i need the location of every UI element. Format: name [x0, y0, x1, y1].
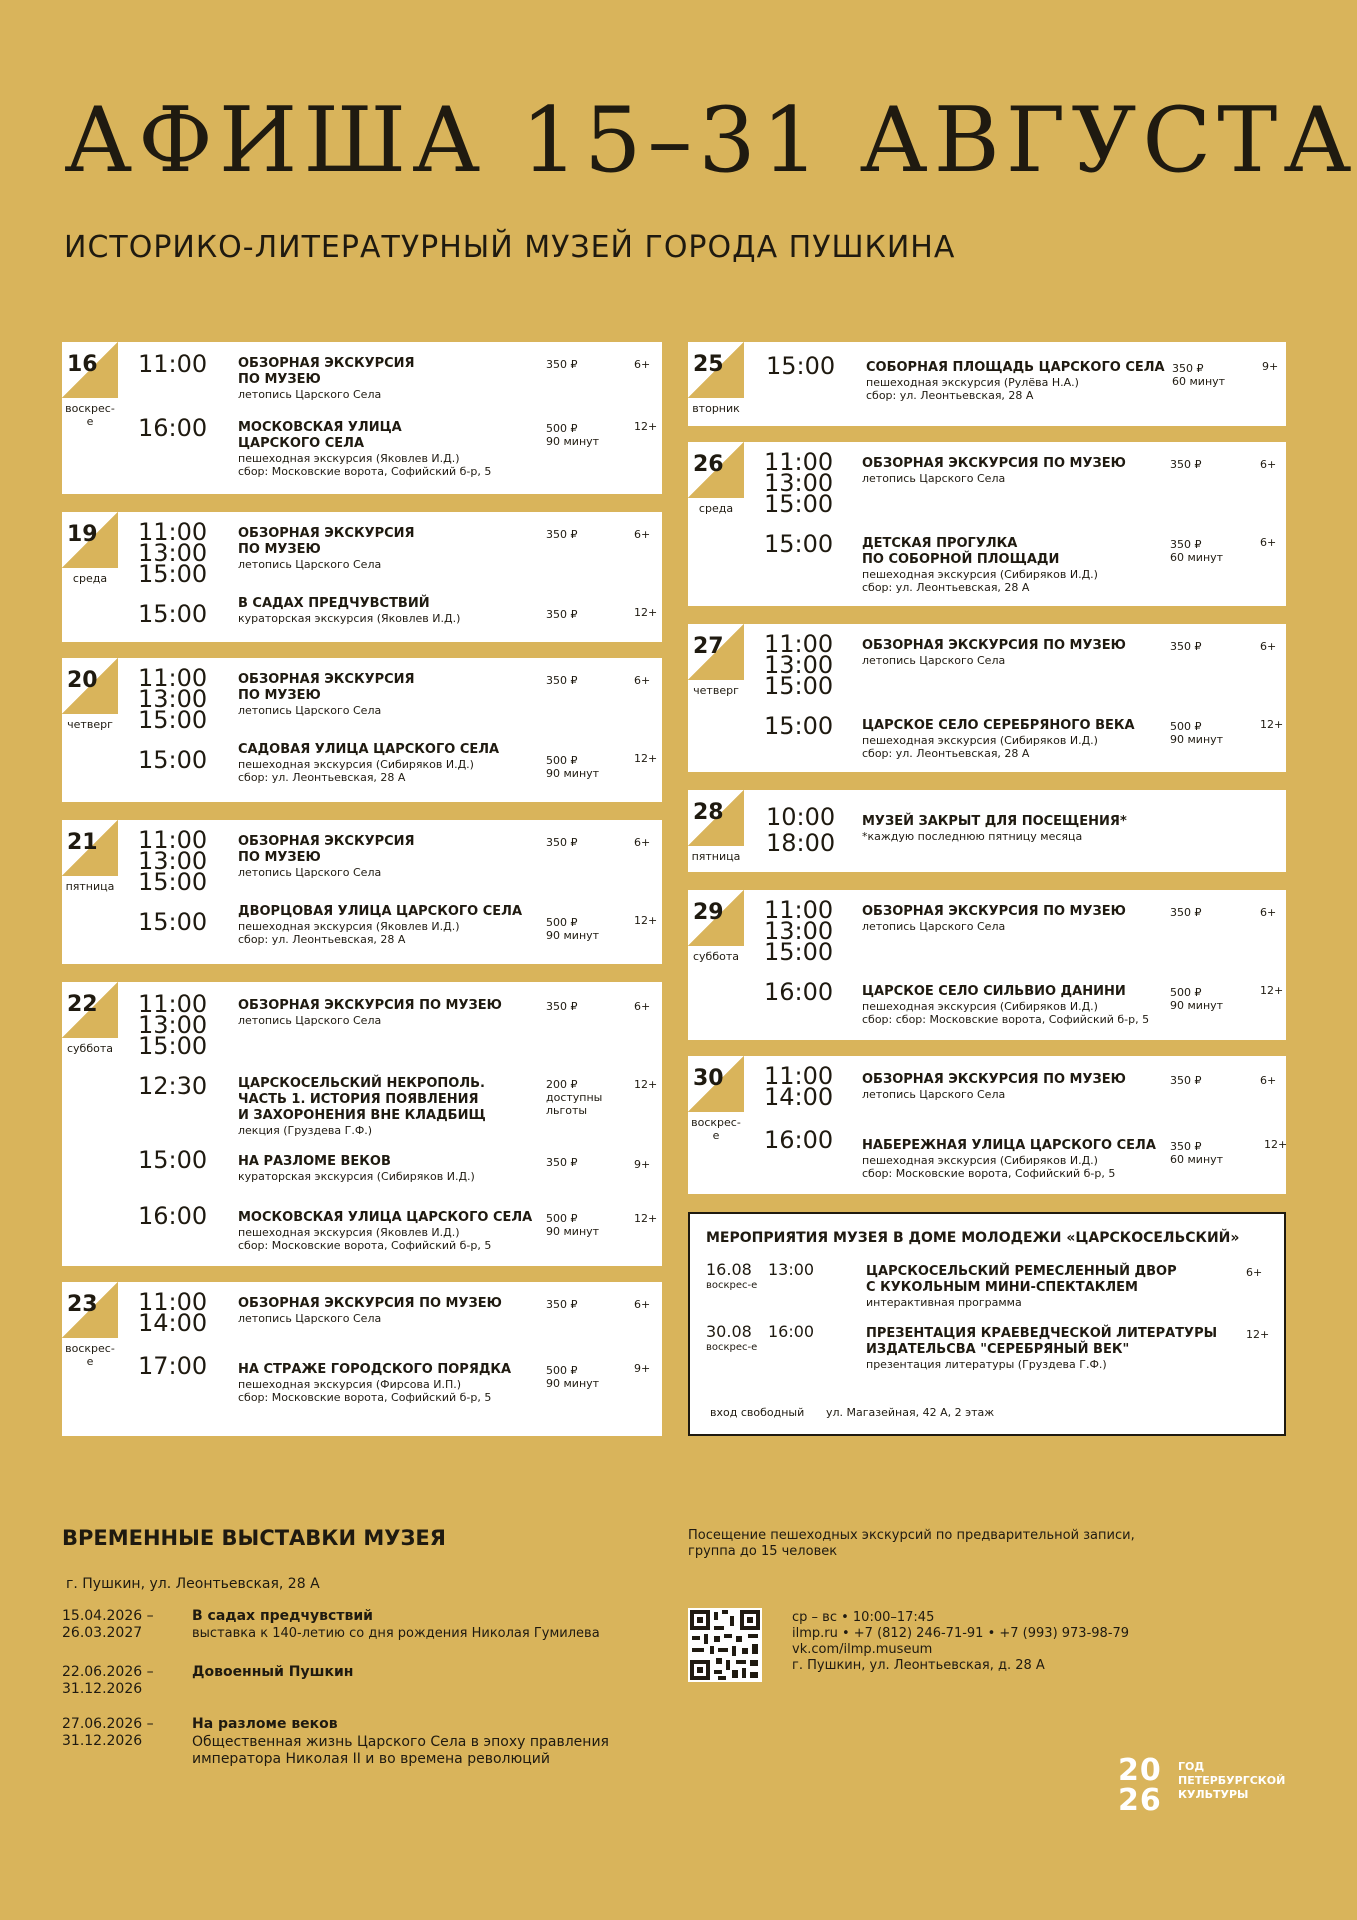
time: 16:00: [764, 978, 834, 1006]
day-card-19: [62, 512, 662, 642]
event-age: 6+: [634, 674, 651, 687]
event-details: летопись Царского Села: [862, 654, 1006, 667]
day-number: 23: [67, 1292, 98, 1317]
time: 15:00: [766, 352, 836, 380]
event-price: 350 ₽: [1170, 458, 1202, 471]
day-name: четверг: [693, 684, 739, 697]
day-number: 30: [693, 1066, 724, 1091]
event-price: 350 ₽: [546, 1000, 578, 1013]
event-age: 9+: [634, 1158, 651, 1171]
event: [238, 596, 460, 625]
event-price: 350 ₽: [546, 836, 578, 849]
event-name: НА РАЗЛОМЕ ВЕКОВ: [238, 1154, 391, 1169]
day-card-27: [688, 624, 1286, 772]
time: 11:00 13:00 15:00: [764, 896, 834, 966]
time: 11:00 14:00: [764, 1062, 834, 1111]
event-age: 6+: [634, 1298, 651, 1311]
time: 12:30: [138, 1072, 208, 1100]
event: [238, 1210, 532, 1252]
event-details: пешеходная экскурсия (Рулёва Н.А.) сбор: ул. Леонтьевская, 28 А: [866, 376, 1079, 402]
exhibition-dates: 22.06.2026 – 31.12.2026: [62, 1664, 154, 1697]
event-name: НА СТРАЖЕ ГОРОДСКОГО ПОРЯДКА: [238, 1362, 512, 1377]
logo-year-top: 20: [1118, 1753, 1162, 1788]
time: 11:00 13:00 15:00: [138, 826, 208, 896]
event: [862, 718, 1135, 760]
entry-note: вход свободный: [710, 1406, 805, 1419]
time: 11:00 13:00 15:00: [138, 990, 208, 1060]
event-name: ОБЗОРНАЯ ЭКСКУРСИЯ ПО МУЗЕЮ: [238, 672, 415, 703]
event-age: 12+: [634, 914, 658, 927]
day-card-30: [688, 1056, 1286, 1194]
event-price: 200 ₽ доступны льготы: [546, 1078, 603, 1117]
event-price: 350 ₽: [546, 1298, 578, 1311]
event-price: 350 ₽: [546, 528, 578, 541]
event-date: 16.08: [706, 1260, 752, 1279]
exhibition-description: Общественная жизнь Царского Села в эпоху правления императора Николая II и во времена революций: [192, 1734, 609, 1767]
event: [238, 904, 522, 946]
event-details: пешеходная экскурсия (Яковлев И.Д.) сбор: ул. Леонтьевская, 28 А: [238, 920, 460, 946]
event-details: летопись Царского Села: [238, 866, 382, 879]
time: 11:00 13:00 15:00: [764, 630, 834, 700]
youth-house-events: [688, 1212, 1286, 1436]
time: 10:00 18:00: [766, 803, 836, 857]
event-price: 500 ₽ 90 минут: [546, 1212, 600, 1238]
day-card-23: [62, 1282, 662, 1436]
event-price: 350 ₽: [1170, 1074, 1202, 1087]
event: [862, 1138, 1156, 1180]
qr-code-graphic: [688, 1608, 762, 1682]
event-details: пешеходная экскурсия (Яковлев И.Д.) сбор: Московские ворота, Софийский б-р, 5: [238, 1226, 492, 1252]
day-name: воскрес-е: [65, 1342, 115, 1368]
event-details: летопись Царского Села: [862, 920, 1006, 933]
event: [862, 456, 1126, 485]
event-details: кураторская экскурсия (Яковлев И.Д.): [238, 612, 461, 625]
event-age: 6+: [1260, 458, 1277, 471]
booking-note: Посещение пешеходных экскурсий по предварительной записи, группа до 15 человек: [688, 1528, 1135, 1559]
event-name: ОБЗОРНАЯ ЭКСКУРСИЯ ПО МУЗЕЮ: [862, 638, 1126, 653]
event: [866, 1264, 1177, 1309]
day-card-29: [688, 890, 1286, 1040]
day-name: среда: [698, 502, 734, 515]
event: [238, 998, 502, 1027]
day-name: четверг: [67, 718, 113, 731]
event-name: ЦАРСКОСЕЛЬСКИЙ РЕМЕСЛЕННЫЙ ДВОР С КУКОЛЬНЫМ МИНИ-СПЕКТАКЛЕМ: [866, 1264, 1177, 1295]
event: [866, 1326, 1217, 1371]
event-details: летопись Царского Села: [238, 388, 382, 401]
event-details: пешеходная экскурсия (Яковлев И.Д.) сбор: Московские ворота, Софийский б-р, 5: [238, 452, 492, 478]
time: 11:00 14:00: [138, 1288, 208, 1337]
day-number: 27: [693, 634, 724, 659]
event-age: 12+: [1264, 1138, 1288, 1151]
event: [862, 814, 1127, 843]
day-name: воскрес-е: [65, 402, 115, 428]
event-details: летопись Царского Села: [238, 1014, 382, 1027]
logo-year-bottom: 26: [1118, 1783, 1162, 1818]
contacts: ср – вс • 10:00–17:45 ilmp.ru • +7 (812) 246-71-91 • +7 (993) 973-98-79 vk.com/ilmp.museum г. Пушкин, ул. Леонтьевская, д. 28 А: [792, 1610, 1130, 1673]
day-name: пятница: [691, 850, 741, 863]
event-details: кураторская экскурсия (Сибиряков И.Д.): [238, 1170, 475, 1183]
exhibition-dates: 27.06.2026 – 31.12.2026: [62, 1716, 154, 1749]
qr-code-icon[interactable]: [688, 1608, 762, 1682]
event-details: пешеходная экскурсия (Сибиряков И.Д.) сбор: ул. Леонтьевская, 28 А: [238, 758, 474, 784]
day-number: 22: [67, 992, 98, 1017]
event-name: ОБЗОРНАЯ ЭКСКУРСИЯ ПО МУЗЕЮ: [238, 526, 415, 557]
event-price: 350 ₽: [1170, 906, 1202, 919]
time: 11:00 13:00 15:00: [138, 664, 208, 734]
time: 15:00: [138, 600, 208, 628]
day-number: 26: [693, 452, 724, 477]
event-price: 500 ₽ 90 минут: [1170, 720, 1224, 746]
logo-caption: ГОД ПЕТЕРБУРГСКОЙ КУЛЬТУРЫ: [1178, 1760, 1286, 1801]
event-day: воскрес-е: [706, 1280, 758, 1291]
day-name: суббота: [692, 950, 739, 963]
event: [238, 526, 415, 571]
day-card-22: [62, 982, 662, 1266]
event-name: ОБЗОРНАЯ ЭКСКУРСИЯ ПО МУЗЕЮ: [862, 1072, 1126, 1087]
event: [866, 360, 1165, 402]
event-age: 12+: [634, 1078, 658, 1091]
event: [238, 742, 499, 784]
time: 11:00 13:00 15:00: [764, 448, 834, 518]
time: 17:00: [138, 1352, 208, 1380]
event-details: пешеходная экскурсия (Фирсова И.П.) сбор: Московские ворота, Софийский б-р, 5: [238, 1378, 492, 1404]
year-of-culture-logo: [1118, 1753, 1288, 1820]
day-number: 16: [67, 352, 98, 377]
time: 16:00: [138, 1202, 208, 1230]
time: 15:00: [138, 1146, 208, 1174]
day-name: вторник: [692, 402, 740, 415]
exhibition-description: выставка к 140-летию со дня рождения Николая Гумилева: [192, 1626, 600, 1641]
event-name: ДВОРЦОВАЯ УЛИЦА ЦАРСКОГО СЕЛА: [238, 904, 523, 919]
event-age: 6+: [1260, 640, 1277, 653]
time: 15:00: [138, 746, 208, 774]
exhibition-name: Довоенный Пушкин: [192, 1664, 354, 1680]
event-name: ОБЗОРНАЯ ЭКСКУРСИЯ ПО МУЗЕЮ: [238, 1296, 502, 1311]
event-name: ОБЗОРНАЯ ЭКСКУРСИЯ ПО МУЗЕЮ: [238, 356, 415, 387]
page-subtitle: ИСТОРИКО-ЛИТЕРАТУРНЫЙ МУЗЕЙ ГОРОДА ПУШКИНА: [64, 230, 956, 265]
event-details: презентация литературы (Груздева Г.Ф.): [866, 1358, 1107, 1371]
event-details: летопись Царского Села: [238, 558, 382, 571]
day-name: суббота: [66, 1042, 113, 1055]
event-price: 500 ₽ 90 минут: [546, 754, 600, 780]
day-card-26: [688, 442, 1286, 606]
event-age: 12+: [1260, 718, 1284, 731]
event: [862, 904, 1126, 933]
event: [238, 1154, 475, 1183]
event-details: пешеходная экскурсия (Сибиряков И.Д.) сбор: сбор: Московские ворота, Софийский б-р, 5: [862, 1000, 1150, 1026]
event: [238, 672, 415, 717]
event-details: летопись Царского Села: [862, 472, 1006, 485]
event-name: МОСКОВСКАЯ УЛИЦА ЦАРСКОГО СЕЛА: [238, 1210, 533, 1225]
exhibitions-address: г. Пушкин, ул. Леонтьевская, 28 А: [66, 1576, 320, 1592]
event-name: НАБЕРЕЖНАЯ УЛИЦА ЦАРСКОГО СЕЛА: [862, 1138, 1156, 1153]
day-number: 29: [693, 900, 724, 925]
event-price: 500 ₽ 90 минут: [546, 422, 600, 448]
event: [238, 834, 415, 879]
exhibition-dates: 15.04.2026 – 26.03.2027: [62, 1608, 154, 1641]
event-age: 12+: [634, 420, 658, 433]
event-name: ОБЗОРНАЯ ЭКСКУРСИЯ ПО МУЗЕЮ: [238, 998, 502, 1013]
event-details: интерактивная программа: [866, 1296, 1022, 1309]
event-price: 500 ₽ 90 минут: [1170, 986, 1224, 1012]
event-age: 12+: [634, 606, 658, 619]
event-age: 12+: [1260, 984, 1284, 997]
event-time: 13:00: [768, 1260, 815, 1279]
event-name: МУЗЕЙ ЗАКРЫТ ДЛЯ ПОСЕЩЕНИЯ*: [862, 814, 1127, 829]
page-title: АФИША 15–31 АВГУСТА: [64, 88, 1357, 193]
event-name: ЦАРСКОСЕЛЬСКИЙ НЕКРОПОЛЬ. ЧАСТЬ 1. ИСТОРИЯ ПОЯВЛЕНИЯ И ЗАХОРОНЕНИЯ ВНЕ КЛАДБИЩ: [238, 1076, 486, 1123]
youth-house-title: МЕРОПРИЯТИЯ МУЗЕЯ В ДОМЕ МОЛОДЕЖИ «ЦАРСКОСЕЛЬСКИЙ»: [706, 1230, 1240, 1246]
event-details: пешеходная экскурсия (Сибиряков И.Д.) сбор: ул. Леонтьевская, 28 А: [862, 568, 1098, 594]
day-number: 19: [67, 522, 98, 547]
event-age: 6+: [634, 836, 651, 849]
event-price: 500 ₽ 90 минут: [546, 1364, 600, 1390]
exhibitions-title: ВРЕМЕННЫЕ ВЫСТАВКИ МУЗЕЯ: [62, 1526, 446, 1550]
event-price: 350 ₽ 60 минут: [1170, 538, 1224, 564]
event: [238, 1076, 486, 1137]
event-details: пешеходная экскурсия (Сибиряков И.Д.) сбор: ул. Леонтьевская, 28 А: [862, 734, 1098, 760]
time: 15:00: [764, 530, 834, 558]
event-price: 350 ₽: [546, 1156, 578, 1169]
event-day: воскрес-е: [706, 1342, 758, 1353]
event-age: 6+: [634, 1000, 651, 1013]
event-name: ДЕТСКАЯ ПРОГУЛКА ПО СОБОРНОЙ ПЛОЩАДИ: [862, 536, 1060, 567]
event-age: 12+: [1246, 1328, 1270, 1341]
event-age: 6+: [634, 528, 651, 541]
day-name: пятница: [65, 880, 115, 893]
event-details: летопись Царского Села: [238, 1312, 382, 1325]
event-price: 350 ₽: [546, 674, 578, 687]
event-details: летопись Царского Села: [862, 1088, 1006, 1101]
event: [238, 356, 415, 401]
venue-address: ул. Магазейная, 42 А, 2 этаж: [826, 1406, 995, 1419]
event: [862, 1072, 1126, 1101]
event-date: 30.08: [706, 1322, 752, 1341]
event-name: В САДАХ ПРЕДЧУВСТВИЙ: [238, 596, 430, 611]
event-name: ЦАРСКОЕ СЕЛО СИЛЬВИО ДАНИНИ: [862, 984, 1126, 999]
time: 11:00 13:00 15:00: [138, 518, 208, 588]
event: [238, 1296, 502, 1325]
event-name: САДОВАЯ УЛИЦА ЦАРСКОГО СЕЛА: [238, 742, 500, 757]
event-price: 350 ₽: [1170, 640, 1202, 653]
event: [238, 1362, 511, 1404]
event-name: ОБЗОРНАЯ ЭКСКУРСИЯ ПО МУЗЕЮ: [862, 456, 1126, 471]
event-name: ЦАРСКОЕ СЕЛО СЕРЕБРЯНОГО ВЕКА: [862, 718, 1135, 733]
day-name: среда: [72, 572, 108, 585]
day-card-28: [688, 790, 1286, 872]
event: [862, 984, 1149, 1026]
event-age: 6+: [1260, 1074, 1277, 1087]
event: [862, 638, 1126, 667]
event-age: 6+: [1246, 1266, 1263, 1279]
event-name: ОБЗОРНАЯ ЭКСКУРСИЯ ПО МУЗЕЮ: [238, 834, 415, 865]
event-price: 350 ₽: [546, 358, 578, 371]
event-age: 9+: [634, 1362, 651, 1375]
event-details: лекция (Груздева Г.Ф.): [238, 1124, 373, 1137]
day-card-16: [62, 342, 662, 494]
exhibition-name: На разломе веков: [192, 1716, 338, 1732]
day-card-21: [62, 820, 662, 964]
event-age: 12+: [634, 1212, 658, 1225]
time: 15:00: [138, 908, 208, 936]
day-number: 20: [67, 668, 98, 693]
event-details: *каждую последнюю пятницу месяца: [862, 830, 1083, 843]
day-number: 21: [67, 830, 98, 855]
event-price: 350 ₽: [546, 608, 578, 621]
day-number: 25: [693, 352, 724, 377]
event-age: 9+: [1262, 360, 1279, 373]
day-name: воскрес-е: [691, 1116, 741, 1142]
event-name: МОСКОВСКАЯ УЛИЦА ЦАРСКОГО СЕЛА: [238, 420, 402, 451]
time: 15:00: [764, 712, 834, 740]
event: [862, 536, 1098, 594]
event-price: 350 ₽ 60 минут: [1170, 1140, 1224, 1166]
event-age: 6+: [1260, 906, 1277, 919]
event-name: СОБОРНАЯ ПЛОЩАДЬ ЦАРСКОГО СЕЛА: [866, 360, 1165, 375]
event-name: ПРЕЗЕНТАЦИЯ КРАЕВЕДЧЕСКОЙ ЛИТЕРАТУРЫ ИЗДАТЕЛЬСВА "СЕРЕБРЯНЫЙ ВЕК": [866, 1326, 1218, 1357]
day-card-20: [62, 658, 662, 802]
event-name: ОБЗОРНАЯ ЭКСКУРСИЯ ПО МУЗЕЮ: [862, 904, 1126, 919]
event-age: 6+: [634, 358, 651, 371]
event-price: 500 ₽ 90 минут: [546, 916, 600, 942]
day-card-25: [688, 342, 1286, 426]
day-number: 28: [693, 800, 724, 825]
event-details: летопись Царского Села: [238, 704, 382, 717]
time: 16:00: [764, 1126, 834, 1154]
event-age: 6+: [1260, 536, 1277, 549]
event-details: пешеходная экскурсия (Сибиряков И.Д.) сбор: Московские ворота, Софийский б-р, 5: [862, 1154, 1116, 1180]
time: 11:00: [138, 350, 208, 378]
event-age: 12+: [634, 752, 658, 765]
event: [238, 420, 491, 478]
event-price: 350 ₽ 60 минут: [1172, 362, 1226, 388]
exhibition-name: В садах предчувствий: [192, 1608, 373, 1624]
event-time: 16:00: [768, 1322, 815, 1341]
time: 16:00: [138, 414, 208, 442]
